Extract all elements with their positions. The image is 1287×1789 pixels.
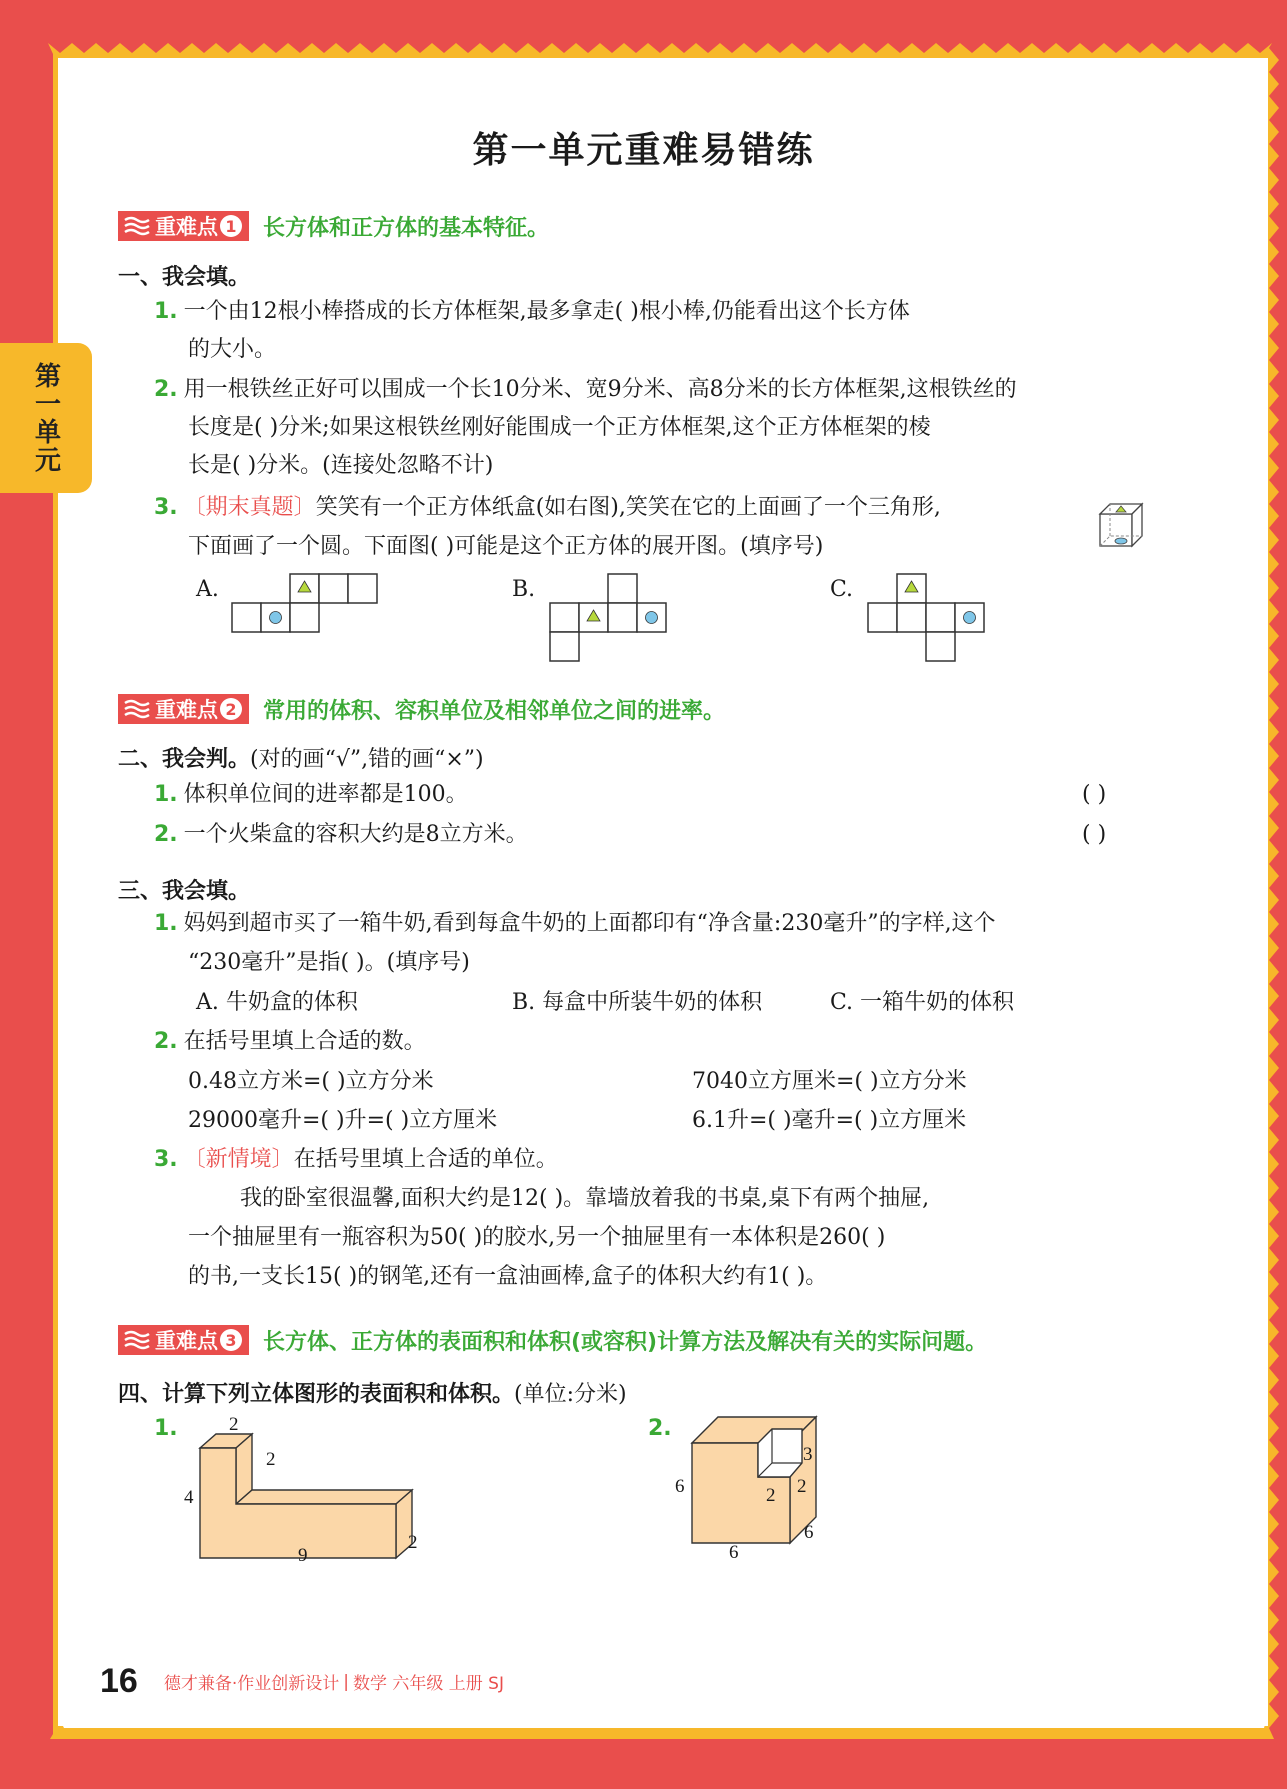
waves-icon bbox=[123, 215, 151, 237]
q3-3 bbox=[154, 1141, 558, 1179]
net-option-c[interactable] bbox=[866, 572, 986, 664]
question-number: 3. bbox=[154, 495, 178, 520]
q3-3-line1: 我的卧室很温馨,面积大约是12( )。靠墙放着我的书桌,桌下有两个抽屉, bbox=[240, 1186, 930, 1211]
question-text: 笑笑有一个正方体纸盒(如右图),笑笑在它的上面画了一个三角形, bbox=[315, 495, 941, 520]
l-shape-prism-figure bbox=[180, 1416, 440, 1566]
unit-side-tab bbox=[0, 343, 92, 493]
q1-3-line1 bbox=[154, 489, 941, 527]
question-text: 体积单位间的进率都是100。 bbox=[183, 782, 468, 807]
option-b-label: B. bbox=[512, 577, 536, 602]
question-number: 2. bbox=[154, 377, 178, 402]
q2-2 bbox=[154, 816, 528, 854]
key-point-badge bbox=[118, 1325, 249, 1355]
dimension-label: 4 bbox=[184, 1487, 194, 1508]
question-text: 一个由12根小棒搭成的长方体框架,最多拿走( )根小棒,仍能看出这个长方体 bbox=[183, 299, 910, 324]
net-option-b[interactable] bbox=[548, 572, 668, 664]
question-text: 一个火柴盒的容积大约是8立方米。 bbox=[183, 822, 528, 847]
answer-paren[interactable]: ( ) bbox=[1082, 782, 1107, 807]
q1-1-line2: 的大小。 bbox=[188, 337, 277, 362]
dimension-label: 9 bbox=[298, 1545, 308, 1566]
dimension-label: 6 bbox=[729, 1542, 739, 1563]
conversion-1: 0.48立方米=( )立方分米 bbox=[188, 1069, 434, 1094]
conversion-2: 7040立方厘米=( )立方分米 bbox=[692, 1069, 967, 1094]
question-text: 在括号里填上合适的数。 bbox=[183, 1029, 426, 1054]
question-number: 1. bbox=[154, 911, 178, 936]
question-number: 2. bbox=[154, 822, 178, 847]
key-point-badge bbox=[118, 211, 249, 241]
q3-1-line2: “230毫升”是指( )。(填序号) bbox=[188, 950, 470, 975]
q3-1-line1 bbox=[154, 905, 996, 943]
key-point-desc: 长方体、正方体的表面积和体积(或容积)计算方法及解决有关的实际问题。 bbox=[263, 1329, 988, 1355]
dimension-label: 2 bbox=[797, 1476, 807, 1497]
choice-a: A. 牛奶盒的体积 bbox=[196, 990, 358, 1015]
q1-2-line1 bbox=[154, 371, 1017, 409]
net-option-a[interactable] bbox=[230, 572, 380, 636]
q3-3-line3: 的书,一支长15( )的钢笔,还有一盒油画棒,盒子的体积大约有1( )。 bbox=[188, 1264, 828, 1289]
key-point-label: 重难点 bbox=[155, 698, 218, 722]
key-point-2 bbox=[118, 693, 725, 725]
key-point-number: 3 bbox=[220, 1329, 242, 1351]
key-point-number: 1 bbox=[220, 215, 242, 237]
choice-b: B. 每盒中所装牛奶的体积 bbox=[512, 990, 763, 1015]
q3-2 bbox=[154, 1023, 426, 1061]
section-4-heading bbox=[118, 1377, 627, 1408]
conversion-4: 6.1升=( )毫升=( )立方厘米 bbox=[692, 1108, 967, 1133]
section-1-heading: 一、我会填。 bbox=[118, 265, 251, 290]
waves-icon bbox=[123, 1329, 151, 1351]
dimension-label: 2 bbox=[408, 1532, 418, 1553]
unit-tab-label: 第一单元 bbox=[30, 362, 61, 474]
q1-2-line3: 长是( )分米。(连接处忽略不计) bbox=[188, 453, 494, 478]
key-point-number: 2 bbox=[220, 698, 242, 720]
dimension-label: 2 bbox=[229, 1414, 239, 1435]
figure-2-number bbox=[648, 1410, 678, 1448]
section-note: (单位:分米) bbox=[514, 1382, 627, 1407]
key-point-desc: 长方体和正方体的基本特征。 bbox=[263, 215, 550, 241]
question-number: 1. bbox=[154, 299, 178, 324]
q1-2-line2: 长度是( )分米;如果这根铁丝刚好能围成一个正方体框架,这个正方体框架的棱 bbox=[188, 415, 931, 440]
q1-3-line2: 下面画了一个圆。下面图( )可能是这个正方体的展开图。(填序号) bbox=[188, 534, 824, 559]
page-title: 第一单元重难易错练 bbox=[472, 130, 815, 171]
question-text: 用一根铁丝正好可以围成一个长10分米、宽9分米、高8分米的长方体框架,这根铁丝的 bbox=[183, 377, 1017, 402]
page-footer bbox=[100, 1662, 504, 1701]
question-number: 2. bbox=[154, 1029, 178, 1054]
key-point-1 bbox=[118, 210, 549, 242]
question-number: 3. bbox=[154, 1147, 178, 1172]
dimension-label: 6 bbox=[804, 1522, 814, 1543]
section-heading-text: 四、计算下列立体图形的表面积和体积。 bbox=[118, 1382, 515, 1407]
key-point-label: 重难点 bbox=[155, 215, 218, 239]
question-text: 妈妈到超市买了一箱牛奶,看到每盒牛奶的上面都印有“净含量:230毫升”的字样,这个 bbox=[183, 911, 996, 936]
key-point-badge bbox=[118, 694, 249, 724]
option-c-label: C. bbox=[830, 577, 854, 602]
source-tag: 〔新情境〕 bbox=[183, 1147, 294, 1172]
section-heading-text: 二、我会判。 bbox=[118, 747, 251, 772]
question-number: 2. bbox=[648, 1416, 672, 1441]
source-tag: 〔期末真题〕 bbox=[183, 495, 316, 520]
question-text: 在括号里填上合适的单位。 bbox=[293, 1147, 558, 1172]
dimension-label: 3 bbox=[803, 1444, 813, 1465]
dimension-label: 6 bbox=[675, 1476, 685, 1497]
footer-separator: | bbox=[343, 1671, 349, 1692]
question-number: 1. bbox=[154, 1416, 178, 1441]
option-a-label: A. bbox=[196, 577, 219, 602]
q3-3-line2: 一个抽屉里有一瓶容积为50( )的胶水,另一个抽屉里有一本体积是260( ) bbox=[188, 1225, 886, 1250]
key-point-label: 重难点 bbox=[155, 1329, 218, 1353]
q1-1-line1 bbox=[154, 293, 910, 331]
cube-figure bbox=[1096, 500, 1146, 550]
footer-brand: 德才兼备·作业创新设计 bbox=[163, 1674, 340, 1694]
key-point-desc: 常用的体积、容积单位及相邻单位之间的进率。 bbox=[263, 698, 726, 724]
page-number: 16 bbox=[100, 1662, 138, 1700]
dimension-label: 2 bbox=[766, 1485, 776, 1506]
conversion-3: 29000毫升=( )升=( )立方厘米 bbox=[188, 1108, 498, 1133]
section-3-heading: 三、我会填。 bbox=[118, 879, 251, 904]
section-note: (对的画“√”,错的画“×”) bbox=[250, 747, 484, 772]
answer-paren[interactable]: ( ) bbox=[1082, 822, 1107, 847]
choice-c: C. 一箱牛奶的体积 bbox=[830, 990, 1015, 1015]
waves-icon bbox=[123, 698, 151, 720]
dimension-label: 2 bbox=[266, 1449, 276, 1470]
question-number: 1. bbox=[154, 782, 178, 807]
key-point-3 bbox=[118, 1324, 987, 1356]
q2-1 bbox=[154, 776, 468, 814]
footer-info: 数学 六年级 上册 SJ bbox=[352, 1674, 504, 1694]
section-2-heading bbox=[118, 742, 484, 773]
